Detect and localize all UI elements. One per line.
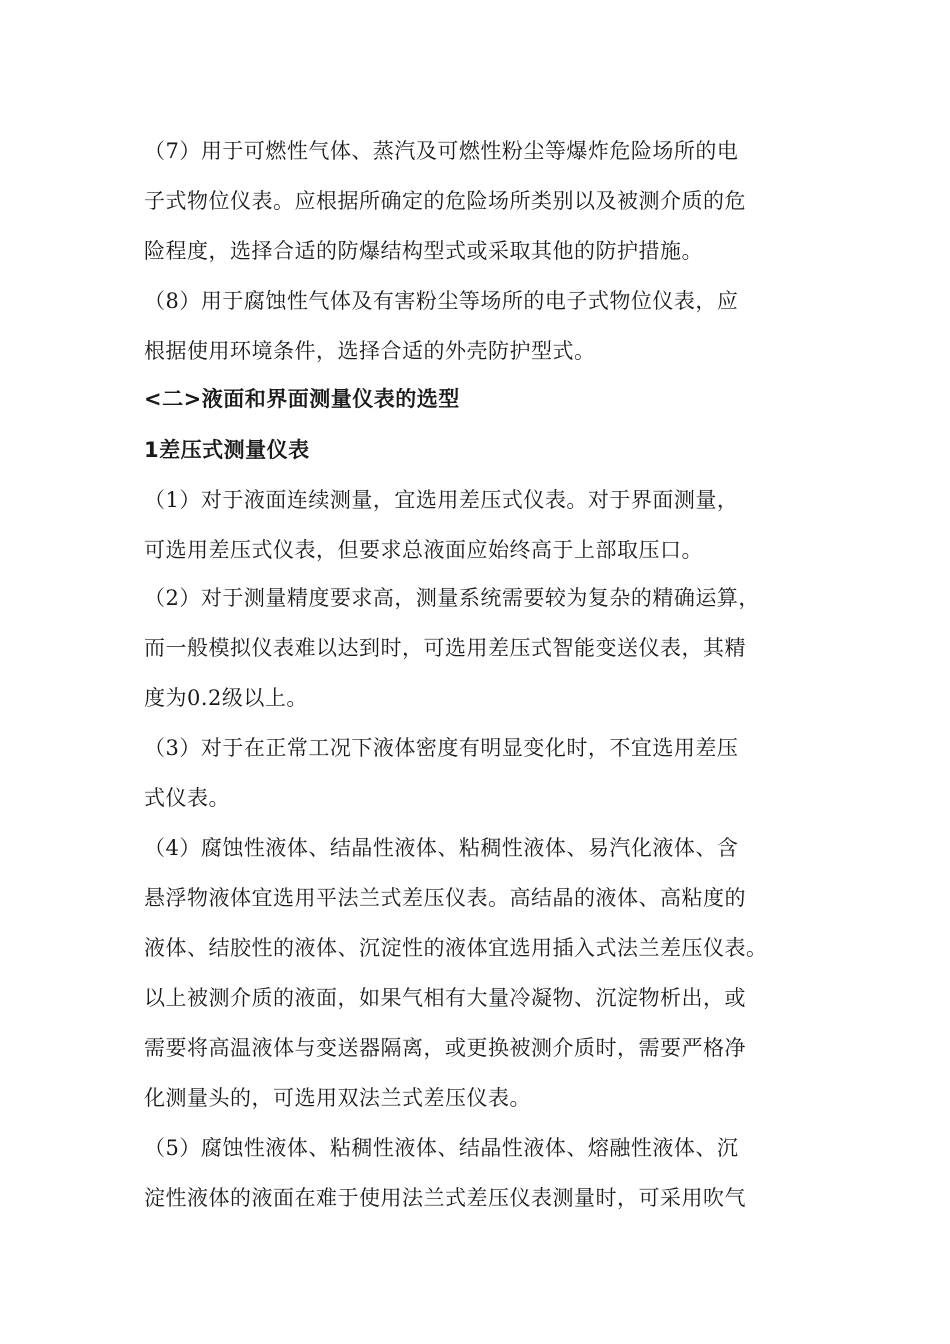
- paragraph-line: 淀性液体的液面在难于使用法兰式差压仪表测量时，可采用吹气: [144, 1186, 746, 1210]
- paragraph-line: （8）用于腐蚀性气体及有害粉尘等场所的电子式物位仪表，应: [144, 289, 739, 313]
- paragraph-line: 需要将高温液体与变送器隔离，或更换被测介质时，需要严格净: [144, 1036, 746, 1060]
- paragraph-line: （4）腐蚀性液体、结晶性液体、粘稠性液体、易汽化液体、含: [144, 836, 739, 860]
- paragraph-line: 子式物位仪表。应根据所确定的危险场所类别以及被测介质的危: [144, 189, 746, 213]
- section-heading: <二>液面和界面测量仪表的选型: [144, 387, 460, 411]
- paragraph-line: 化测量头的，可选用双法兰式差压仪表。: [144, 1086, 531, 1110]
- subsection-heading: 1差压式测量仪表: [144, 438, 310, 462]
- paragraph-line: 根据使用环境条件，选择合适的外壳防护型式。: [144, 339, 596, 363]
- paragraph-line: 式仪表。: [144, 786, 230, 810]
- paragraph-line: 可选用差压式仪表，但要求总液面应始终高于上部取压口。: [144, 538, 703, 562]
- paragraph-line: （1）对于液面连续测量，宜选用差压式仪表。对于界面测量，: [144, 488, 739, 512]
- paragraph-line: 度为0.2级以上。: [144, 686, 308, 710]
- paragraph-line: 而一般模拟仪表难以达到时，可选用差压式智能变送仪表，其精: [144, 636, 746, 660]
- paragraph-line: 以上被测介质的液面，如果气相有大量冷凝物、沉淀物析出，或: [144, 986, 746, 1010]
- paragraph-line: 液体、结胶性的液体、沉淀性的液体宜选用插入式法兰差压仪表。: [144, 936, 768, 960]
- paragraph-line: （5）腐蚀性液体、粘稠性液体、结晶性液体、熔融性液体、沉: [144, 1136, 739, 1160]
- paragraph-line: （3）对于在正常工况下液体密度有明显变化时，不宜选用差压: [144, 736, 739, 760]
- paragraph-line: 险程度，选择合适的防爆结构型式或采取其他的防护措施。: [144, 239, 703, 263]
- paragraph-line: （7）用于可燃性气体、蒸汽及可燃性粉尘等爆炸危险场所的电: [144, 139, 739, 163]
- paragraph-line: （2）对于测量精度要求高，测量系统需要较为复杂的精确运算，: [144, 586, 760, 610]
- paragraph-line: 悬浮物液体宜选用平法兰式差压仪表。高结晶的液体、高粘度的: [144, 886, 746, 910]
